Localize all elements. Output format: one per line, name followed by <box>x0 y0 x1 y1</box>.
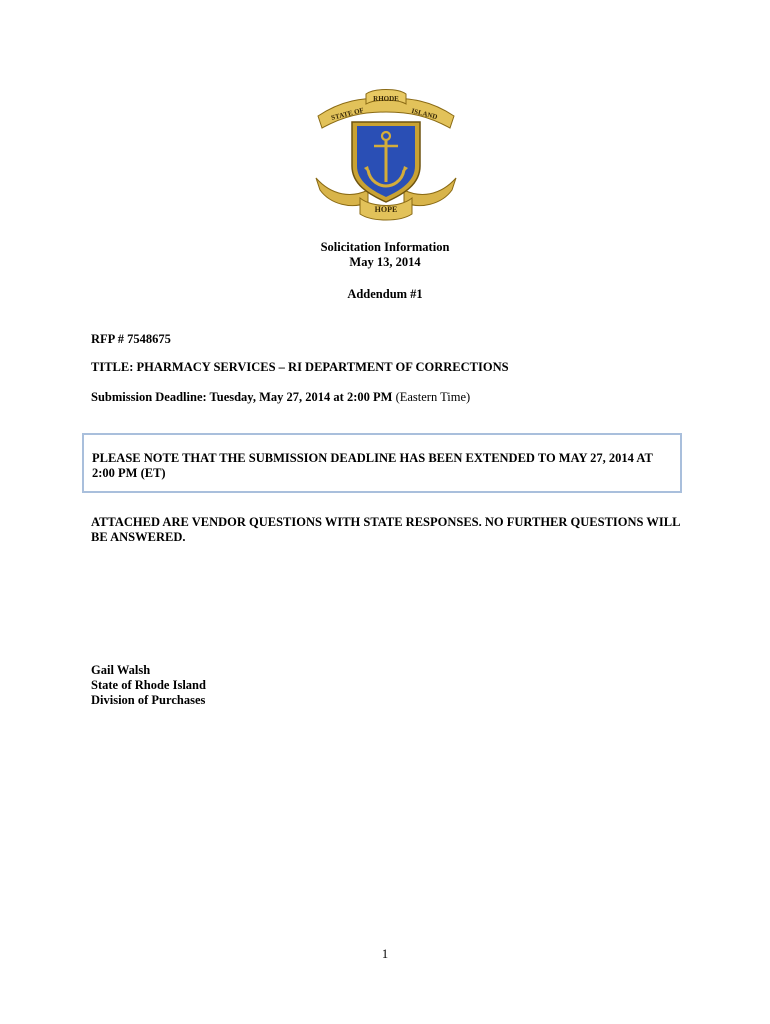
solicitation-date: May 13, 2014 <box>349 255 421 269</box>
addendum-label: Addendum #1 <box>347 287 423 301</box>
solicitation-label: Solicitation Information <box>320 240 450 254</box>
submission-deadline <box>91 390 470 405</box>
attached-questions-note: ATTACHED ARE VENDOR QUESTIONS WITH STATE RESPONSES. NO FURTHER QUESTIONS WILL BE ANSWERED. <box>91 515 680 544</box>
rfp-title: TITLE: PHARMACY SERVICES – RI DEPARTMENT OF CORRECTIONS <box>91 360 509 374</box>
svg-text:HOPE: HOPE <box>374 205 398 214</box>
svg-text:RHODE: RHODE <box>373 95 399 103</box>
state-seal-logo <box>312 86 460 234</box>
rfp-number: RFP # 7548675 <box>91 332 171 346</box>
signatory-organization: State of Rhode Island <box>91 678 206 692</box>
page-number: 1 <box>381 947 389 961</box>
signatory-name: Gail Walsh <box>91 663 151 677</box>
deadline-extension-notice: PLEASE NOTE THAT THE SUBMISSION DEADLINE HAS BEEN EXTENDED TO MAY 27, 2014 AT 2:00 PM (ET) <box>82 433 682 493</box>
signatory-division: Division of Purchases <box>91 693 206 707</box>
signature-block <box>91 663 206 708</box>
submission-deadline-text: Submission Deadline: Tuesday, May 27, 2014 at 2:00 PM <box>91 390 393 404</box>
submission-deadline-timezone: (Eastern Time) <box>395 390 471 404</box>
svg-text:ISLAND: ISLAND <box>410 106 439 122</box>
svg-text:STATE OF: STATE OF <box>330 106 365 122</box>
